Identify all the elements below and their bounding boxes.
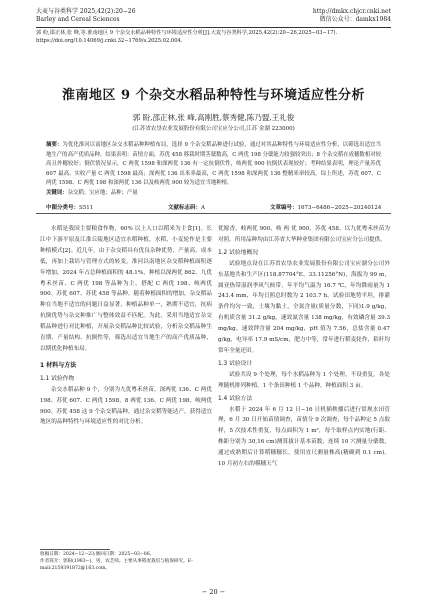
page-number: − 20 − — [201, 588, 226, 596]
methods-paragraph: 水稻于 2024 年 6 月 12 日−16 日机插秧播后进行常规水田管理，6 月 30 日开始苗情调查，苗情分 9 次调查，每个品种定 5 点取样，5 次技术性重复，每点面积为 1 m²，每个取样点内实地(行距、株距分别为 30,16 cm)测算拔计基本苗数，连续 10 穴测量分蘖数，通过成熟期后计算稻穗穗长，使用直尺测量株高(精确到 0.1 cm)。10 月初左右的模穗天气 — [218, 406, 390, 468]
left-column — [40, 224, 212, 428]
subsection-heading-site: 1.2 试验地概况 — [218, 249, 259, 256]
article-number: 文章编号：1673−6486−2025−20240124 — [270, 205, 382, 211]
abstract — [46, 141, 381, 199]
received-date: 收稿日期：2024−12−23;修回日期：2025−03−06。 — [40, 552, 155, 557]
crops-paragraph: 杂交水稻品种 9 个，分别为九优粤禾丝苗、深两优 136、C 两优 198、苏优 607、C 两优 1598、8 两优 136、C 两优 198、岐两优 900、苏优 458 这 9 个杂交稻品种，通过杂交稻等能达产，获得适宜地区的品种特性与环境适应性的对比分析。 — [40, 386, 212, 426]
document-code: 文献标志码：A — [168, 205, 205, 211]
abstract-label: 摘要： — [46, 142, 63, 148]
journal-url[interactable]: http://dmkx.chjcr.cnki.net — [312, 8, 391, 15]
author-list: 郭 盼,邵正林,张 峰,高刚胜,蔡秀健,陈乃盟,王礼俊 — [132, 113, 295, 122]
footnote-divider — [40, 549, 110, 550]
abstract-text: 为优化淮河以南地区杂交水稻品种种植布局，选择 9 个杂交稻品种进行试验，通过对其品种特性与环境适应性分析，以筛选出适宜当地生产的高产优质品种。结果表明：苗情方面，苏优 458 移栽时期茎蘖数高，C 两优 198 分蘖能力较强较突出；8 个杂交稻在成穗数相对较高且外穗较好；倒伏情况显示，C 两优 1598 和深两优 136 有一定抗倒伏性，岐两优 900 抗倒伏表现较好；考种结果表明，理论产量苏优 607 最高，实收产量 C 两优 1598 最高；深两优 136 出米率最高，C 两优 1598 和深两优 136 整精米率较高。综上所述，苏优 607、C 两优 1598、C 两优 198 和深两优 136 以及岐两优 900 较为适宜当地种植。 — [46, 142, 381, 187]
keywords-text: 杂交稻；宝应地；品种；产量 — [67, 189, 138, 196]
wechat-id: 微信公众号：damkx1984 — [319, 16, 391, 23]
journal-name-en: Barley and Cereal Sciences — [36, 16, 120, 23]
journal-header-left — [36, 8, 136, 24]
intro-paragraph: 水稻是我国主要粮食作物，60% 以上人口以稻米为主食[1]。长江中下游平原及江淮丘陵地区适宜水稻种植，水稻、小麦轮作是主要种植模式[2]。近几年，由于杂交稻具有优良杂种优势，产量高、成本低，再加上栽培与管理方式的转变，淮河以南地区杂交稻种植面积逐年增加，2024 年占总种植面积的 48.1%，种植以深两优 862、九优粤禾丝苗、C 两优 198 等品种为主，搭配 C 两优 198、岐两优 900、苏优 607、苏优 458 等品种。随着种植面积的增加，杂交稻品种在当地不适宜的问题日益显著，种植品种单一，熟期不适宜，抗病抗倒优势与杂交种推广与整体效益不匹配。为此，采用当地适宜杂交稻品种进行对比种植，开展杂交稻品种比较试验，分析杂交稻品种生育期、产量结构、抗倒性等，筛选出适宜当地生产的高产优质品种，以期优化种植布局。 — [40, 226, 212, 352]
citation-block: 郭 盼,邵正林,张 峰,等.淮南地区 9 个杂交水稻品种特性与环境适应性分析[J].大麦与谷类科学,2025,42(2):20−26,2025−03−17). https://doi.org/10.14069/j.cnki.32−1769/s.2025.02.004. — [36, 30, 338, 44]
author-affiliation: (江苏省农垦农业发展股份有限公司宝应分公司,江苏 金湖 223000) — [132, 126, 295, 132]
subsection-heading-crops: 1.1 试验作物 — [40, 375, 75, 382]
right-column — [218, 224, 390, 470]
journal-citation-line: 大麦与谷类科学 2025,42(2):20−26 — [36, 8, 136, 15]
subsection-heading-methods: 1.4 试验方法 — [218, 395, 253, 402]
body-divider — [36, 213, 391, 214]
keywords-line — [46, 189, 381, 199]
crops-paragraph-continued: 优嫁香、岐两优 900、岐 两 优 900、苏优 458、以九优粤禾丝苗为对照。所用品种均由江苏省大华种业集团有限公司宝应分公司提供。 — [218, 226, 390, 243]
paper-title: 淮南地区 9 个杂交水稻品种特性与环境适应性分析 — [61, 88, 366, 103]
design-paragraph: 试验共设 9 个处理，每个水稻品种为 1 个处理。不设重复，各处理随机排列种植，1 个条田种植 1 个品种，种植面积 3 亩。 — [218, 371, 390, 389]
keywords-label: 关键词： — [46, 189, 68, 196]
section-heading-materials: 1 材料与方法 — [40, 361, 77, 369]
footnote — [40, 551, 212, 573]
author-bio: 作者简介：郭盼(1983−)，男，农艺师。主要从事稻麦栽培与植保研究。E-mail:2159391872@163.com。 — [40, 559, 193, 572]
classification-number: 中图分类号：S511 — [46, 205, 94, 211]
site-paragraph: 试验地点设在江苏省农垦农业发展股份有限公司宝应湖分公司外东基地共和生产区(118.87704°E、33.11256°N)，海拔为 99 m，属亚热带湿润季风气候带，年平均气温为 16.7 ℃，年均降雨量为 1 243.4 mm，年均日照总时数为 2 103.7 h。试验田地势平坦，排灌条件均匀一致，土壤为黏土，全氮含量(质量分数，下同)1.9 g/kg，有机质含量 31.2 g/kg，速效氮含量 138 mg/kg，有效磷含量 39.3 mg/kg，速效钾含量 204 mg/kg，pH 值为 7.56，总盐含量 0.47 g/kg，电导率 17.9 mS/cm，肥力中等，常年进行稻麦轮作，秸秆均常年全量还田。 — [218, 260, 390, 354]
subsection-heading-design: 1.3 试验设计 — [218, 360, 253, 367]
header-divider — [36, 27, 391, 28]
abstract-body — [46, 141, 381, 189]
journal-header-right — [313, 8, 391, 24]
